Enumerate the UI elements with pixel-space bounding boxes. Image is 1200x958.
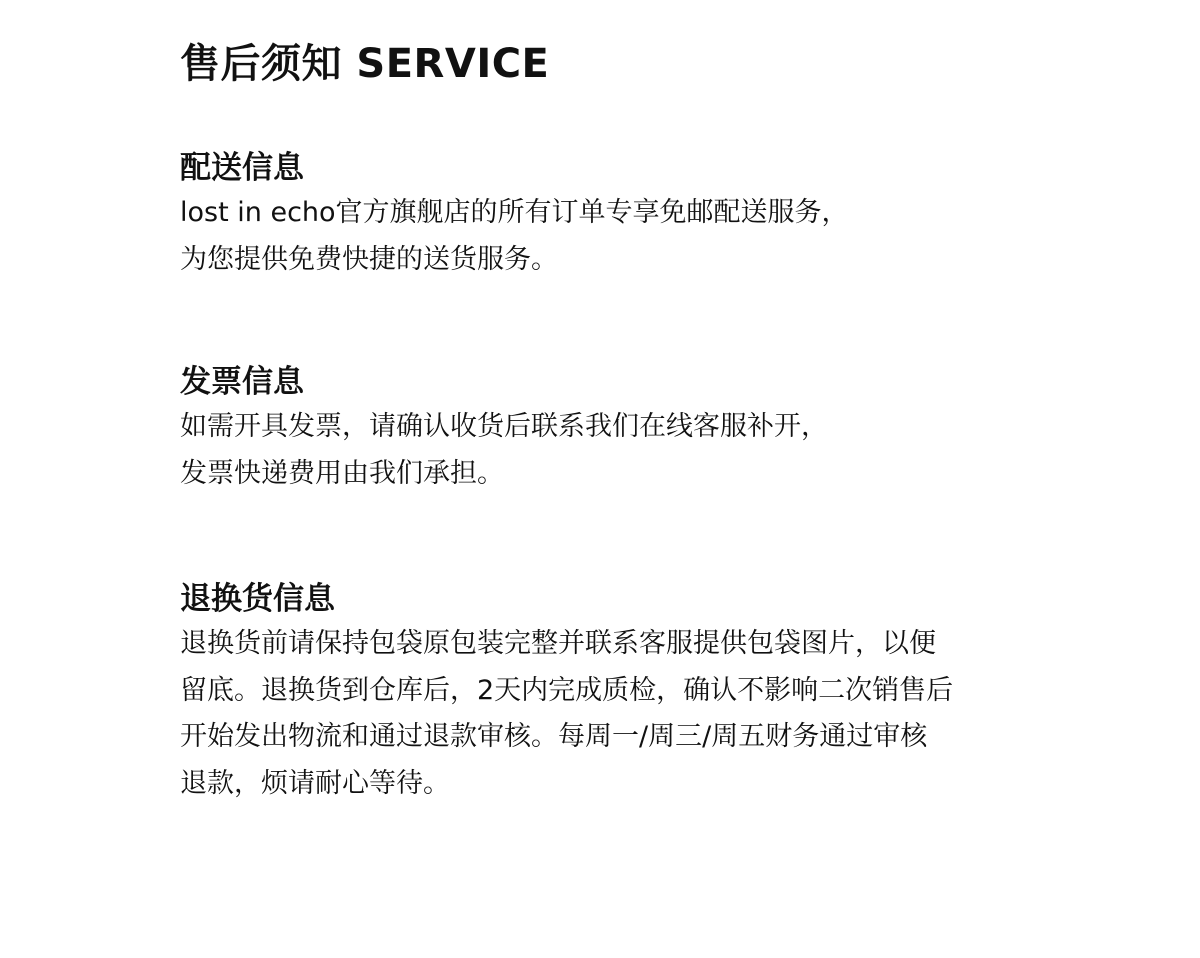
shipping-info-heading: 配送信息 [180, 150, 304, 186]
invoice-info-line: 发票快递费用由我们承担。 [180, 457, 504, 489]
returns-info-section [180, 577, 1040, 807]
invoice-info-heading: 发票信息 [180, 364, 304, 400]
shipping-info-line: 为您提供免费快捷的送货服务。 [180, 243, 558, 275]
shipping-info-section [180, 146, 1040, 283]
returns-info-line: 退换货前请保持包袋原包装完整并联系客服提供包袋图片，以便 [180, 628, 936, 659]
shipping-info-line: lost in echo官方旗舰店的所有订单专享免邮配送服务， [180, 197, 849, 228]
returns-info-line: 开始发出物流和通过退款审核。每周一/周三/周五财务通过审核 [180, 721, 928, 752]
invoice-info-section [180, 360, 1040, 497]
returns-info-line: 留底。退换货到仓库后，2天内完成质检，确认不影响二次销售后 [180, 674, 954, 706]
returns-info-line: 退款，烦请耐心等待。 [180, 767, 450, 799]
returns-info-text [180, 621, 1040, 807]
invoice-info-text [180, 404, 1040, 497]
shipping-info-text [180, 190, 1040, 283]
page-title: 售后须知 SERVICE [180, 41, 550, 87]
invoice-info-line: 如需开具发票，请确认收货后联系我们在线客服补开， [180, 411, 828, 442]
returns-info-heading: 退换货信息 [180, 581, 335, 617]
